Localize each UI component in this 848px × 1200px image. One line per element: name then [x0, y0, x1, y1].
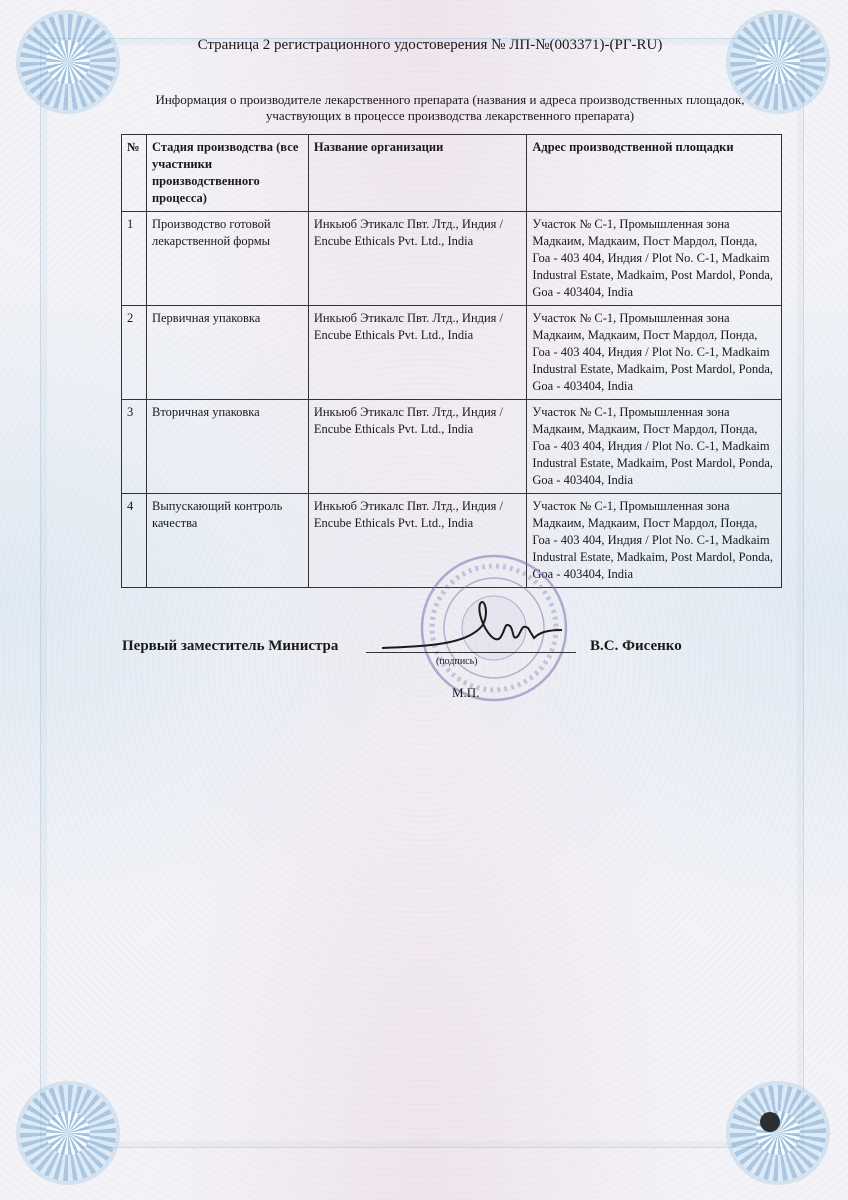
page-title: Страница 2 регистрационного удостоверения № ЛП-№(003371)-(РГ-RU) — [197, 37, 663, 53]
intro-line-1: Информация о производителе лекарственного препарата (названия и адреса производственных площадок, — [155, 92, 745, 107]
rosette-top-left — [20, 14, 116, 110]
header-org: Название организации — [308, 135, 527, 212]
producers-table — [121, 134, 782, 588]
signature — [372, 586, 572, 666]
cell-org: Инкьюб Этикалс Пвт. Лтд., Индия / Encube Ethicals Pvt. Ltd., India — [308, 306, 527, 400]
intro-text — [120, 92, 780, 124]
header-num: № — [122, 135, 147, 212]
cell-org: Инкьюб Этикалс Пвт. Лтд., Индия / Encube Ethicals Pvt. Ltd., India — [308, 494, 527, 588]
cell-num: 3 — [122, 400, 147, 494]
cell-stage: Вторичная упаковка — [146, 400, 308, 494]
cell-org: Инкьюб Этикалс Пвт. Лтд., Индия / Encube Ethicals Pvt. Ltd., India — [308, 212, 527, 306]
signatory-title: Первый заместитель Министра — [122, 638, 339, 654]
signature-line — [366, 652, 576, 653]
cell-num: 1 — [122, 212, 147, 306]
cell-num: 4 — [122, 494, 147, 588]
table-row — [122, 212, 782, 306]
header-stage: Стадия производства (все участники производственного процесса) — [146, 135, 308, 212]
table-row — [122, 400, 782, 494]
cell-addr: Участок № С-1, Промышленная зона Мадкаим, Мадкаим, Пост Мардол, Понда, Гоа - 403 404, Индия / Plot No. C-1, Madkaim Industral Estate, Madkaim, Post Mardol, Ponda, Goa - 403404, India — [527, 400, 782, 494]
cell-stage: Производство готовой лекарственной формы — [146, 212, 308, 306]
cell-addr: Участок № С-1, Промышленная зона Мадкаим, Мадкаим, Пост Мардол, Понда, Гоа - 403 404, Индия / Plot No. C-1, Madkaim Industral Estate, Madkaim, Post Mardol, Ponda, Goa - 403404, India — [527, 306, 782, 400]
intro-line-2: участвующих в процессе производства лекарственного препарата) — [265, 108, 635, 123]
signature-caption: (подпись) — [436, 656, 478, 667]
table-header-row — [122, 135, 782, 212]
cell-num: 2 — [122, 306, 147, 400]
punch-hole — [760, 1112, 780, 1132]
cell-stage: Выпускающий контроль качества — [146, 494, 308, 588]
rosette-bottom-left — [20, 1085, 116, 1181]
rosette-bottom-right — [730, 1085, 826, 1181]
signatory-name: В.С. Фисенко — [590, 638, 682, 654]
seal-label: М.П. — [452, 685, 480, 700]
cell-addr: Участок № С-1, Промышленная зона Мадкаим, Мадкаим, Пост Мардол, Понда, Гоа - 403 404, Индия / Plot No. C-1, Madkaim Industral Estate, Madkaim, Post Mardol, Ponda, Goa - 403404, India — [527, 212, 782, 306]
cell-org: Инкьюб Этикалс Пвт. Лтд., Индия / Encube Ethicals Pvt. Ltd., India — [308, 400, 527, 494]
table-row — [122, 306, 782, 400]
cell-addr: Участок № С-1, Промышленная зона Мадкаим, Мадкаим, Пост Мардол, Понда, Гоа - 403 404, Индия / Plot No. C-1, Madkaim Industral Estate, Madkaim, Post Mardol, Ponda, Goa - 403404, India — [527, 494, 782, 588]
cell-stage: Первичная упаковка — [146, 306, 308, 400]
header-addr: Адрес производственной площадки — [527, 135, 782, 212]
